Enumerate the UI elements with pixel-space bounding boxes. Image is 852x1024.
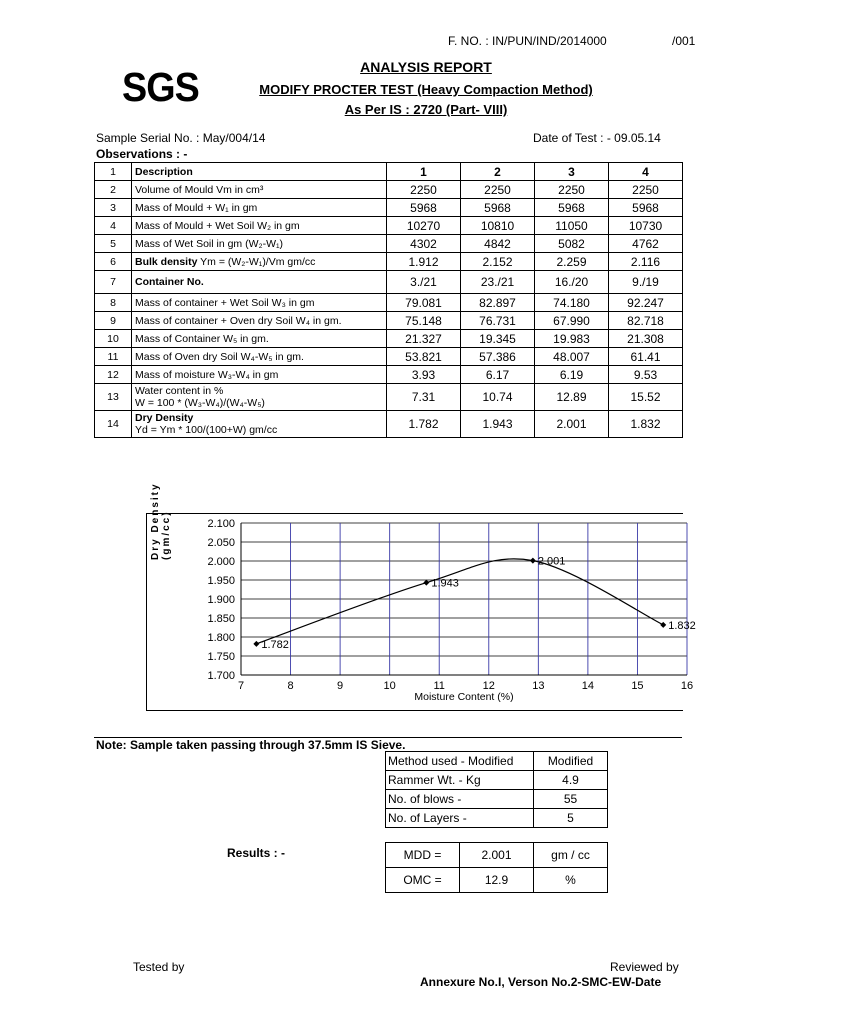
cell-value: 1.782 [387, 411, 461, 438]
data-point [423, 580, 429, 586]
observations-table [94, 162, 683, 438]
reviewed-by: Reviewed by [610, 960, 679, 974]
cell-value: 11050 [535, 217, 609, 235]
cell-value: 48.007 [535, 348, 609, 366]
table-row [95, 312, 683, 330]
sample-serial: Sample Serial No. : May/004/14 [96, 131, 266, 145]
cell-value: 79.081 [387, 294, 461, 312]
row-number: 12 [95, 366, 132, 384]
row-number: 11 [95, 348, 132, 366]
row-description [132, 330, 387, 348]
data-point [660, 622, 666, 628]
dry-density-chart [146, 513, 696, 709]
description-bold: Bulk density [135, 255, 198, 268]
observations-label: Observations : - [96, 147, 188, 161]
data-label: 1.782 [261, 638, 289, 651]
x-tick-label: 14 [581, 680, 595, 692]
data-point [530, 558, 536, 564]
cell-value: 1.912 [387, 253, 461, 271]
method-label: Method used - Modified [386, 752, 534, 771]
method-row [386, 752, 608, 771]
method-label: No. of blows - [386, 790, 534, 809]
cell-value: 10.74 [461, 384, 535, 411]
row-number: 4 [95, 217, 132, 235]
table-row [95, 271, 683, 294]
method-value: 4.9 [534, 771, 608, 790]
row-description [132, 271, 387, 294]
description-formula: W = 100 * (W₃-W₄)/(W₄-W₅) [135, 397, 265, 409]
cell-value: 9.53 [609, 366, 683, 384]
result-unit: gm / cc [534, 843, 608, 868]
x-tick-label: 11 [433, 680, 445, 692]
cell-value: 1.832 [609, 411, 683, 438]
x-tick-label: 13 [532, 680, 545, 692]
cell-value: 57.386 [461, 348, 535, 366]
y-tick-label: 2.050 [207, 537, 235, 549]
row-description [132, 366, 387, 384]
result-unit: % [534, 868, 608, 893]
description-text: Mass of container + Oven dry Soil W₄ in gm. [135, 314, 342, 327]
results-label: Results : - [227, 846, 286, 860]
cell-value: 76.731 [461, 312, 535, 330]
cell-value: 1.943 [461, 411, 535, 438]
description-text: Dry Density [135, 412, 194, 424]
cell-value: 21.308 [609, 330, 683, 348]
table-row [95, 366, 683, 384]
report-title: ANALYSIS REPORT [360, 59, 492, 75]
method-value: 55 [534, 790, 608, 809]
cell-value: 5968 [609, 199, 683, 217]
date-of-test: Date of Test : - 09.05.14 [533, 131, 661, 145]
method-label: No. of Layers - [386, 809, 534, 828]
y-tick-label: 1.900 [207, 594, 235, 606]
description-text: Water content in % [135, 385, 224, 397]
cell-value: 2250 [461, 181, 535, 199]
row-number: 10 [95, 330, 132, 348]
cell-value: 23./21 [461, 271, 535, 294]
cell-value: 10730 [609, 217, 683, 235]
y-tick-label: 2.100 [207, 518, 235, 530]
cell-value: 67.990 [535, 312, 609, 330]
x-tick-label: 8 [287, 680, 294, 692]
cell-value: 21.327 [387, 330, 461, 348]
cell-value: 5082 [535, 235, 609, 253]
report-standard: As Per IS : 2720 (Part- VIII) [344, 102, 508, 117]
x-tick-label: 7 [237, 680, 245, 692]
row-description [132, 384, 387, 411]
method-row [386, 771, 608, 790]
cell-value: 4762 [609, 235, 683, 253]
cell-value: 5968 [461, 199, 535, 217]
description-text: Volume of Mould Vm in cm³ [135, 183, 264, 196]
cell-value: 92.247 [609, 294, 683, 312]
x-tick-label: 9 [337, 680, 344, 692]
description-text: Mass of moisture W₃-W₄ in gm [135, 368, 279, 381]
cell-value: 1 [387, 163, 461, 181]
cell-value: 3./21 [387, 271, 461, 294]
table-row [95, 348, 683, 366]
cell-value: 6.17 [461, 366, 535, 384]
results-table [385, 842, 608, 893]
annexure-note: Annexure No.I, Verson No.2-SMC-EW-Date [420, 975, 662, 989]
table-row [95, 163, 683, 181]
description-text: Description [135, 165, 193, 178]
cell-value: 82.897 [461, 294, 535, 312]
result-label: OMC = [386, 868, 460, 893]
table-row [95, 384, 683, 411]
x-tick-label: 10 [383, 680, 396, 692]
row-number: 8 [95, 294, 132, 312]
row-number: 9 [95, 312, 132, 330]
y-tick-label: 1.950 [207, 575, 235, 587]
row-description [132, 411, 387, 438]
method-value: 5 [534, 809, 608, 828]
cell-value: 2.152 [461, 253, 535, 271]
x-tick-label: 16 [680, 680, 694, 692]
description-text: Ym = (W₂-W₁)/Vm gm/cc [197, 255, 316, 268]
cell-value: 2.259 [535, 253, 609, 271]
description-text: Container No. [135, 276, 204, 288]
sieve-note: Note: Sample taken passing through 37.5mm IS Sieve. [96, 738, 406, 752]
cell-value: 4302 [387, 235, 461, 253]
result-row [386, 868, 608, 893]
cell-value: 3.93 [387, 366, 461, 384]
sgs-logo: SGS [122, 64, 199, 110]
cell-value: 15.52 [609, 384, 683, 411]
cell-value: 5968 [387, 199, 461, 217]
cell-value: 2250 [387, 181, 461, 199]
result-label: MDD = [386, 843, 460, 868]
cell-value: 12.89 [535, 384, 609, 411]
cell-value: 4 [609, 163, 683, 181]
cell-value: 6.19 [535, 366, 609, 384]
row-number: 14 [95, 411, 132, 438]
cell-value: 74.180 [535, 294, 609, 312]
row-description [132, 181, 387, 199]
row-description [132, 235, 387, 253]
description-text: Mass of Wet Soil in gm (W₂-W₁) [135, 237, 284, 250]
chart-y-axis-label: Dry Density (gm/cc) [150, 482, 172, 560]
cell-value: 2 [461, 163, 535, 181]
method-row [386, 809, 608, 828]
row-description [132, 253, 387, 271]
series-line [256, 559, 663, 644]
row-number: 5 [95, 235, 132, 253]
cell-value: 2250 [535, 181, 609, 199]
description-text: Mass of container + Wet Soil W₃ in gm [135, 296, 315, 309]
data-label: 1.832 [668, 619, 696, 632]
cell-value: 2250 [609, 181, 683, 199]
y-tick-label: 1.750 [207, 651, 235, 663]
tested-by: Tested by [133, 960, 185, 974]
table-row [95, 330, 683, 348]
row-description [132, 348, 387, 366]
cell-value: 10270 [387, 217, 461, 235]
table-row [95, 217, 683, 235]
y-tick-label: 1.700 [207, 670, 235, 682]
cell-value: 2.116 [609, 253, 683, 271]
method-row [386, 790, 608, 809]
cell-value: 82.718 [609, 312, 683, 330]
x-tick-label: 12 [482, 680, 495, 692]
table-row [95, 199, 683, 217]
file-number: F. NO. : IN/PUN/IND/2014000 [448, 34, 607, 48]
result-row [386, 843, 608, 868]
cell-value: 4842 [461, 235, 535, 253]
method-table [385, 751, 608, 828]
cell-value: 19.983 [535, 330, 609, 348]
row-description [132, 312, 387, 330]
row-description [132, 163, 387, 181]
row-number: 3 [95, 199, 132, 217]
cell-value: 3 [535, 163, 609, 181]
cell-value: 2.001 [535, 411, 609, 438]
row-number: 2 [95, 181, 132, 199]
description-text: Mass of Mould + W₁ in gm [135, 201, 258, 214]
method-label: Rammer Wt. - Kg [386, 771, 534, 790]
data-label: 1.943 [431, 577, 459, 590]
cell-value: 75.148 [387, 312, 461, 330]
x-tick-label: 15 [631, 680, 644, 692]
y-tick-label: 2.000 [207, 556, 235, 568]
cell-value: 10810 [461, 217, 535, 235]
table-row [95, 253, 683, 271]
description-text: Mass of Mould + Wet Soil W₂ in gm [135, 219, 300, 232]
description-text: Mass of Container W₅ in gm. [135, 332, 269, 345]
cell-value: 7.31 [387, 384, 461, 411]
table-row [95, 294, 683, 312]
cell-value: 19.345 [461, 330, 535, 348]
data-label: 2.001 [537, 555, 566, 568]
cell-value: 9./19 [609, 271, 683, 294]
y-tick-label: 1.850 [207, 613, 235, 625]
cell-value: 5968 [535, 199, 609, 217]
row-description [132, 294, 387, 312]
report-subtitle: MODIFY PROCTER TEST (Heavy Compaction Method) [259, 82, 593, 97]
table-row [95, 181, 683, 199]
row-description [132, 217, 387, 235]
y-tick-label: 1.800 [207, 632, 235, 644]
result-value: 12.9 [460, 868, 534, 893]
description-formula: Yd = Ym * 100/(100+W) gm/cc [135, 424, 278, 436]
x-axis-label: Moisture Content (%) [414, 691, 514, 703]
table-row [95, 235, 683, 253]
row-description [132, 199, 387, 217]
file-number-suffix: /001 [672, 34, 696, 48]
cell-value: 53.821 [387, 348, 461, 366]
table-row [95, 411, 683, 438]
row-number: 7 [95, 271, 132, 294]
cell-value: 16./20 [535, 271, 609, 294]
description-text: Mass of Oven dry Soil W₄-W₅ in gm. [135, 350, 304, 363]
row-number: 1 [95, 163, 132, 181]
data-point [253, 641, 259, 647]
method-value: Modified [534, 752, 608, 771]
cell-value: 61.41 [609, 348, 683, 366]
row-number: 6 [95, 253, 132, 271]
row-number: 13 [95, 384, 132, 411]
result-value: 2.001 [460, 843, 534, 868]
